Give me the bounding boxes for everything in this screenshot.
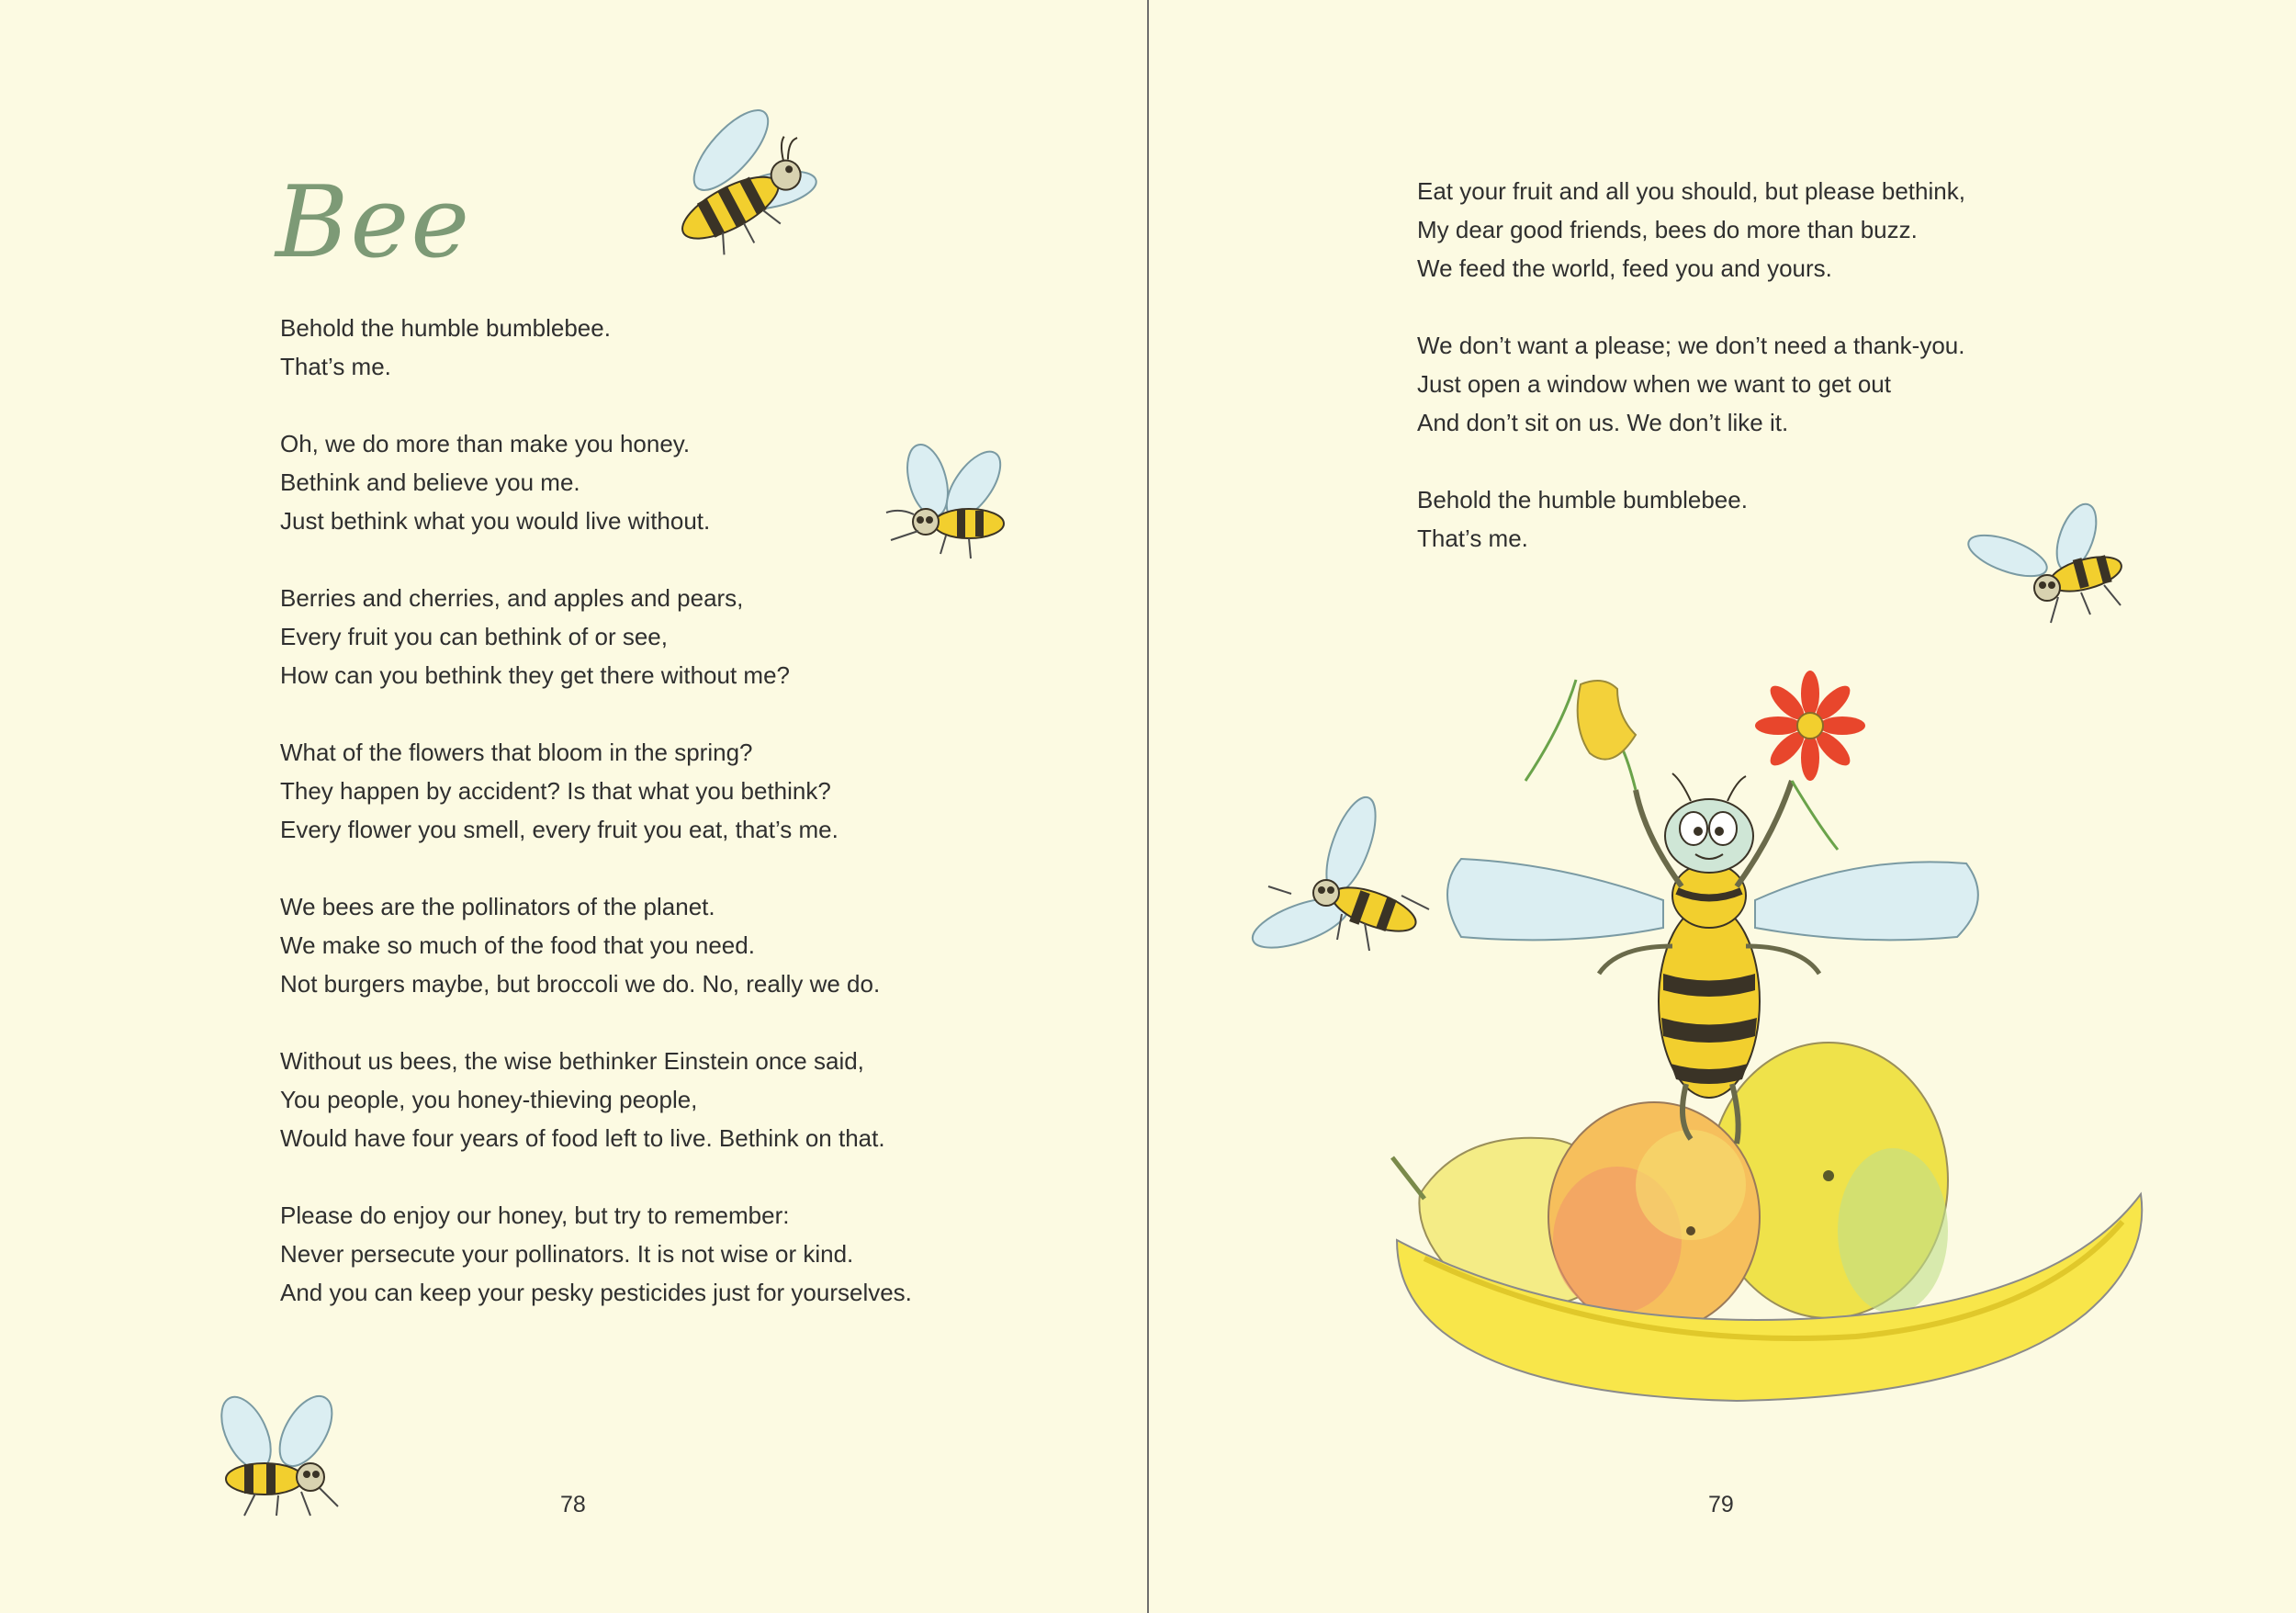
poem-line: Would have four years of food left to live. Bethink on that.: [280, 1124, 885, 1152]
stanza: [280, 1042, 912, 1157]
poem-line: Oh, we do more than make you honey.: [280, 430, 691, 457]
stanza: [280, 887, 912, 1003]
stanza: [1417, 480, 1965, 558]
poem-line: Berries and cherries, and apples and pears,: [280, 584, 744, 612]
page-number: 78: [560, 1492, 586, 1517]
poem-line: Not burgers maybe, but broccoli we do. No, really we do.: [280, 970, 881, 998]
poem-line: Please do enjoy our honey, but try to remember:: [280, 1201, 790, 1229]
poem-line: What of the flowers that bloom in the spring?: [280, 739, 753, 766]
poem-line: And you can keep your pesky pesticides just for yourselves.: [280, 1279, 912, 1306]
stanza: [280, 579, 912, 694]
poem-line: Just bethink what you would live without.: [280, 507, 711, 535]
fruit-bowl-illustration: [1392, 1043, 2142, 1401]
poem-line: How can you bethink they get there without me?: [280, 661, 790, 689]
stanza: [280, 424, 912, 540]
bee-icon: [882, 448, 1029, 568]
bee-on-fruit-bowl-illustration: [1342, 671, 2296, 1415]
poem-line: Behold the humble bumblebee.: [280, 314, 611, 342]
bee-icon: [200, 1396, 352, 1525]
poem-line: We don’t want a please; we don’t need a thank-you.: [1417, 332, 1965, 359]
flower-icon: [1525, 680, 1636, 790]
poem-line: They happen by accident? Is that what you bethink?: [280, 777, 831, 805]
poem-line: Eat your fruit and all you should, but please bethink,: [1417, 177, 1965, 205]
poem-line: That’s me.: [280, 353, 391, 380]
poem-line: Every flower you smell, every fruit you eat, that’s me.: [280, 816, 838, 843]
page-right: [1149, 0, 2296, 1613]
stanza: [280, 309, 912, 386]
flower-icon: [1755, 671, 1865, 850]
poem-line: And don’t sit on us. We don’t like it.: [1417, 409, 1789, 436]
poem-line: That’s me.: [1417, 525, 1528, 552]
poem-line: Behold the humble bumblebee.: [1417, 486, 1748, 513]
bee-icon: [1966, 501, 2136, 634]
poem-left: [280, 309, 912, 1350]
stanza: [1417, 326, 1965, 442]
stanza: [280, 733, 912, 849]
poem-line: My dear good friends, bees do more than buzz.: [1417, 216, 1918, 243]
poem-line: We feed the world, feed you and yours.: [1417, 254, 1832, 282]
bee-icon: [643, 110, 854, 271]
page-left: [0, 0, 1147, 1613]
poem-title: Bee: [276, 165, 472, 280]
poem-line: Bethink and believe you me.: [280, 468, 580, 496]
poem-line: You people, you honey-thieving people,: [280, 1086, 698, 1113]
stanza: [1417, 172, 1965, 288]
poem-line: Never persecute your pollinators. It is not wise or kind.: [280, 1240, 854, 1268]
stanza: [280, 1196, 912, 1312]
poem-right: [1417, 172, 1965, 596]
poem-line: We bees are the pollinators of the planet.: [280, 893, 715, 920]
poem-line: Without us bees, the wise bethinker Einstein once said,: [280, 1047, 864, 1075]
page-number: 79: [1708, 1492, 1734, 1517]
poem-line: Every fruit you can bethink of or see,: [280, 623, 668, 650]
poem-line: Just open a window when we want to get out: [1417, 370, 1891, 398]
poem-line: We make so much of the food that you need.: [280, 931, 755, 959]
